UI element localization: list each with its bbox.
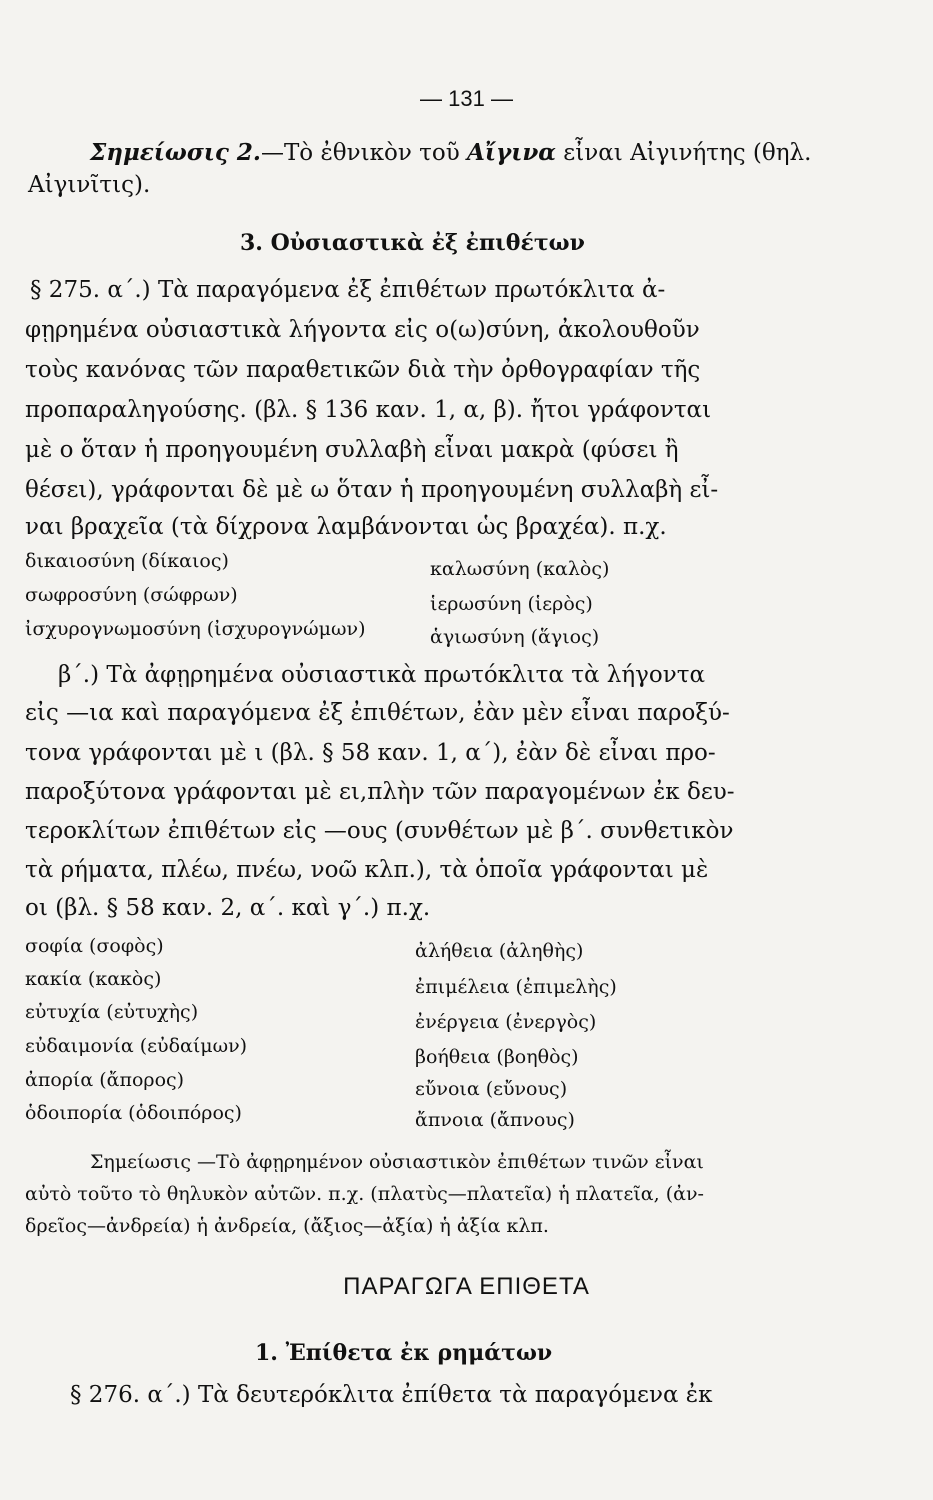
chapter-heading: ΠΑΡΑΓΩΓΑ ΕΠΙΘΕΤΑ [343, 1273, 590, 1300]
note2-line1: Σημείωσις 2.—Τὸ ἐθνικὸν τοῦ Αἴγινα εἶναι Αἰγινήτης (θηλ. [90, 139, 812, 166]
note-label: Σημείωσις 2. [90, 139, 261, 166]
page-number: — 131 — [420, 86, 513, 111]
section-title: 3. Οὐσιαστικὰ ἐξ ἐπιθέτων [240, 230, 585, 256]
paragraph-276: § 276. α΄.) Τὰ δευτερόκλιτα ἐπίθετα τὰ παραγόμενα ἐκ [70, 1382, 713, 1408]
note2-line2: Αἰγινῖτις). [28, 172, 151, 198]
subheading: 1. Ἐπίθετα ἐκ ρημάτων [255, 1340, 553, 1366]
book-page: — 131 — Σημείωσις 2.—Τὸ ἐθνικὸν τοῦ Αἴγινα εἶναι Αἰγινήτης (θηλ. Αἰγινῖτις). 3. Οὐσιαστικὰ ἐξ ἐπιθέτων § 275. α΄.) Τὰ παραγόμενα ἐξ ἐπιθέτων πρωτόκλιτα ἀ- φῃρημένα οὐσιαστικὰ λήγοντα εἰς ο(ω)σύνη, ἀκολουθοῦν τοὺς κανόνας τῶν παραθετικῶν διὰ τὴν ὀρθογραφίαν τῆς προπαραληγούσης. (βλ. § 136 καν. 1, α, β). ἤτοι γράφονται μὲ ο ὅταν ἡ προηγουμένη συλλαβὴ εἶναι μακρὰ (φύσει ἢ θέσει), γράφονται δὲ μὲ ω ὅταν ἡ προηγουμένη συλλαβὴ εἶ- ναι βραχεῖα (τὰ δίχρονα λαμβάνονται ὡς βραχέα). π.χ. δικαιοσύνη (δίκαιος) σωφροσύνη (σώφρων) ἰσχυρογνωμοσύνη (ἰσχυρογνώμων) καλωσύνη (καλὸς) ἱερωσύνη (ἱερὸς) ἁγιωσύνη (ἅγιος) β΄.) Τὰ ἀφῃρημένα οὐσιαστικὰ πρωτόκλιτα τὰ λήγοντα εἰς —ια καὶ παραγόμενα ἐξ ἐπιθέτων, ἐὰν μὲν εἶναι παροξύ- τονα γράφονται μὲ ι (βλ. § 58 καν. 1, α΄), ἐὰν δὲ εἶναι προ- παροξύτονα γράφονται μὲ ει,πλὴν τῶν παραγομένων ἐκ δευ- τεροκλίτων ἐπιθέτων εἰς —ους (συνθέτων μὲ β΄. συνθετικὸν τὰ ρήματα, πλέω, πνέω, νοῶ κλπ.), τὰ ὁποῖα γράφονται μὲ οι (βλ. § 58 καν. 2, α΄. καὶ γ΄.) π.χ. σοφία (σοφὸς) κακία (κακὸς) εὐτυχία (εὐτυχὴς) εὐδαιμονία (εὐδαίμων) ἀπορία (ἄπορος) ὁδοιπορία (ὁδοιπόρος) ἀλήθεια (ἀληθὴς) ἐπιμέλεια (ἐπιμελὴς) ἐνέργεια (ἐνεργὸς) βοήθεια (βοηθὸς) εὔνοια (εὔνους) ἄπνοια (ἄπνους) Σημείωσις —Τὸ ἀφῃρημένον οὐσιαστικὸν ἐπιθέτων τινῶν εἶναι αὐτὸ τοῦτο τὸ θηλυκὸν αὐτῶν. π.χ. (πλατὺς—πλατεῖα) ἡ πλατεῖα, (ἀν- δρεῖος—ἀνδρεία) ἡ ἀνδρεία, (ἄξιος—ἀξία) ἡ ἀξία κλπ. ΠΑΡΑΓΩΓΑ ΕΠΙΘΕΤΑ 1. Ἐπίθετα ἐκ ρημάτων § 276. α΄.) Τὰ δευτερόκλιτα ἐπίθετα τὰ παραγόμενα ἐκ [0, 0, 933, 1500]
